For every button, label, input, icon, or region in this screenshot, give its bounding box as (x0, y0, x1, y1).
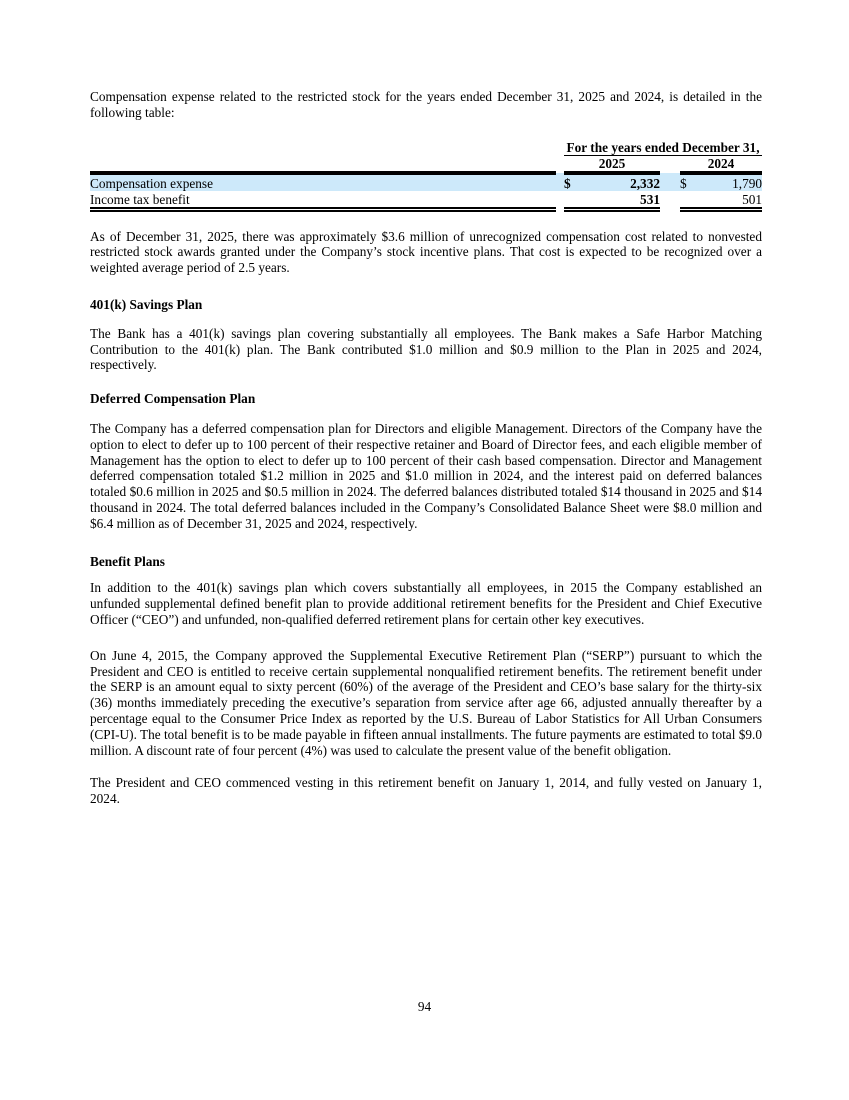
table-year-header-row (90, 155, 762, 173)
column-header-2025: 2025 (564, 155, 660, 173)
empty-cell (564, 191, 582, 210)
dollar-sign-2025: $ (564, 173, 582, 191)
benefit-plans-intro-paragraph: In addition to the 401(k) savings plan which covers substantially all employees, in 2015 the Company established an unfunded supplemental defined benefit plan to provide additional retirement benefits for the President and Chief Executive Officer (“CEO”) and unfunded, non-qualified deferred retirement plans for certain other key executives. (90, 580, 762, 627)
page-number: 94 (417, 999, 432, 1014)
empty-cell (90, 140, 556, 156)
value-2024: 1,790 (698, 173, 762, 191)
serp-paragraph: On June 4, 2015, the Company approved the Supplemental Executive Retirement Plan (“SERP”) pursuant to which the President and CEO is entitled to receive certain supplemental nonqualified retirement benefits. The retirement benefit under the SERP is an amount equal to sixty percent (60%) of the average of the President and CEO’s base salary for the thirty-six (36) months immediately preceding the executive’s separation from service after age 66, adjusted annually thereafter by a percentage equal to the Consumer Price Index as reported by the U.S. Bureau of Labor Statistics for All Urban Consumers (CPI-U). The total benefit is to be made payable in fifteen annual installments. The future payments are estimated to total $9.0 million. A discount rate of four percent (4%) was used to calculate the present value of the benefit obligation. (90, 647, 762, 758)
compensation-expense-table (90, 140, 762, 212)
table-span-header: For the years ended December 31, (564, 140, 762, 156)
empty-cell (680, 191, 698, 210)
spacer-cell (556, 155, 564, 173)
value-2024: 501 (698, 191, 762, 210)
dollar-sign-2024: $ (680, 173, 698, 191)
column-header-2024: 2024 (680, 155, 762, 173)
value-2025: 2,332 (582, 173, 660, 191)
spacer-cell (660, 173, 680, 191)
spacer-cell (556, 173, 564, 191)
deferred-compensation-paragraph: The Company has a deferred compensation plan for Directors and eligible Management. Directors of the Company have the option to elect to defer up to 100 percent of their respective retainer and Board of Director fees, and each eligible member of Management has the option to elect to defer up to 100 percent of their cash based compensation. Director and Management deferred compensation totaled $1.2 million in 2025 and $1.0 million in 2024, and the interest paid on deferred balances totaled $0.6 million in 2025 and $0.5 million in 2024. The deferred balances distributed totaled $14 thousand in 2025 and $14 thousand in 2024. The total deferred balances included in the Company’s Consolidated Balance Sheet were $8.0 million and $6.4 million as of December 31, 2025 and 2024, respectively. (90, 420, 762, 531)
heading-deferred-compensation-plan: Deferred Compensation Plan (90, 391, 256, 407)
table-row-compensation-expense (90, 173, 762, 191)
vesting-paragraph: The President and CEO commenced vesting in this retirement benefit on January 1, 2014, and fully vested on January 1, 2024. (90, 775, 762, 807)
row-label: Compensation expense (90, 173, 556, 191)
heading-401k-savings-plan: 401(k) Savings Plan (90, 296, 203, 312)
unrecognized-cost-paragraph: As of December 31, 2025, there was approximately $3.6 million of unrecognized compensation cost related to nonvested restricted stock awards granted under the Company’s stock incentive plans. That cost is expected to be recognized over a weighted average period of 2.5 years. (90, 228, 762, 276)
table-span-header-row (90, 140, 762, 156)
spacer-cell (660, 155, 680, 173)
401k-paragraph: The Bank has a 401(k) savings plan covering substantially all employees. The Bank makes a Safe Harbor Matching Contribution to the 401(k) plan. The Bank contributed $1.0 million and $0.9 million to the Plan in 2025 and 2024, respectively. (90, 325, 762, 373)
spacer-cell (556, 140, 564, 156)
spacer-cell (556, 191, 564, 210)
row-label: Income tax benefit (90, 191, 556, 210)
heading-benefit-plans: Benefit Plans (90, 553, 165, 569)
document-content (90, 89, 762, 807)
intro-paragraph: Compensation expense related to the restricted stock for the years ended December 31, 2025 and 2024, is detailed in the following table: (90, 89, 762, 120)
table-row-income-tax-benefit (90, 191, 762, 210)
spacer-cell (660, 191, 680, 210)
empty-cell (90, 155, 556, 173)
value-2025: 531 (582, 191, 660, 210)
